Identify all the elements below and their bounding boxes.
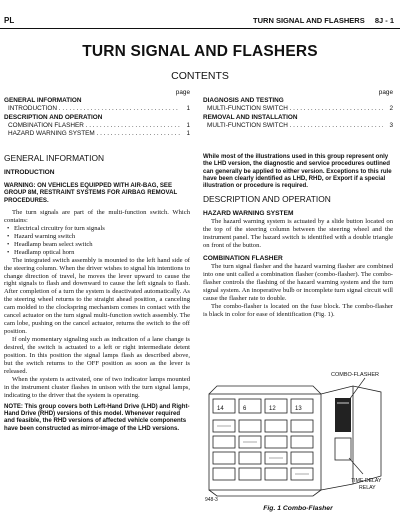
toc-page-label: page [378,89,393,96]
bullet-item: • Headlamp optical horn [4,249,190,257]
running-header [0,16,400,28]
paragraph: The hazard warning system is actuated by a slide button located on the top of the steering column between the steering wheel and the instrument panel. The hazard switch is identified with a double triangle on front of the button. [203,218,393,250]
sub-heading: COMBINATION FLASHER [203,255,283,263]
paragraph: The turn signal flasher and the hazard warning flasher are combined into one unit called a combination flasher (combo-flasher). The combo- flasher controls the flashing of the hazard warning system and the turn signal system. An inoperative bulb or incomplete turn signal circuit will cause the flasher rate to double. [203,263,393,303]
paragraph: The integrated switch assembly is mounted to the left hand side of the steering column. When the driver wishes to signal his intentions to change direction of travel, he moves the lever upward to cause the right signals to flash and downward to cause the left signals to flash. After completion of a turn the system is deactivated automatically. As the steering wheel returns to the straight ahead position, a canceling cam molded to the clockspring mechanism comes in contact with the cancel actuator on the turn signal multi-function switch assembly. The cam lobe, pushing on the cancel actuator, returns the switch to the off position. [4,256,190,336]
fuse-label: 14 [217,406,224,412]
fuse-label: 12 [269,406,276,412]
fuse-block-illustration [203,368,393,504]
page-title: TURN SIGNAL AND FLASHERS [82,43,318,60]
sub-heading: INTRODUCTION [4,169,55,176]
toc-heading: DESCRIPTION AND OPERATION [4,113,103,121]
figure-id: 948-3 [205,497,218,503]
intro-text: While most of the illustrations used in this group represent only the LHD version, the diagnostic and service procedures outlined can generally be applied to either version. Exceptions to this rule have been clearly identified as LHD, RHD, or Export if a special illustration or procedure is required. [203,153,392,190]
toc-heading: REMOVAL AND INSTALLATION [203,113,298,121]
bullet-item: • Electrical circuitry for turn signals [4,225,190,233]
fuse-label: 13 [295,406,302,412]
toc-heading: DIAGNOSIS AND TESTING [203,97,284,105]
time-delay-relay-callout: TIME DELAY [351,478,382,484]
paragraph: The combo-flasher is located on the fuse block. The combo-flasher is black in color for ease of identification (Fig. 1). [203,303,393,319]
header-page: 8J - 1 [374,16,394,25]
right-column [203,153,393,319]
header-rule [0,28,400,29]
toc-entry: COMBINATION FLASHER . . . 1 [4,122,190,130]
toc-page-label: page [175,89,190,96]
combo-flasher-figure [203,368,393,504]
figure-caption: Fig. 1 Combo-Flasher [263,505,333,512]
toc-entry: INTRODUCTION . . . 1 [4,105,190,113]
toc-left [4,89,190,138]
paragraph: If only momentary signaling such as indication of a lane change is desired, the switch is actuated to a left or right intermediate detent position. In this position the signal lamps flash as described above, but the switch returns to the OFF position as soon as the lever is released. [4,336,190,375]
toc-heading: GENERAL INFORMATION [4,97,82,105]
header-title: TURN SIGNAL AND FLASHERS [253,16,365,25]
bullet-item: • Hazard warning switch [4,233,190,241]
fuse-label: 6 [243,406,247,412]
time-delay-relay-callout: RELAY [359,485,376,491]
contents-heading: CONTENTS [171,70,229,82]
header-left: PL [4,16,15,25]
combo-flasher-callout: COMBO-FLASHER [331,372,379,378]
toc-right [203,89,393,130]
toc-entry: MULTI-FUNCTION SWITCH . . . 3 [203,122,393,130]
left-column [4,153,190,432]
warning-text: WARNING: ON VEHICLES EQUIPPED WITH AIR-BAG, SEE GROUP 8M, RESTRAINT SYSTEMS FOR AIRBAG REMOVAL PROCEDURES. [4,182,178,204]
toc-entry: HAZARD WARNING SYSTEM . . . 1 [4,130,190,138]
section-heading: DESCRIPTION AND OPERATION [203,194,331,205]
paragraph: When the system is activated, one of two indicator lamps mounted in the instrument cluster flashes in unison with the turn signal lamps, indicating to the driver that the system is operating. [4,375,190,399]
bullet-item: • Headlamp beam select switch [4,241,190,249]
note-text: NOTE: This group covers both Left-Hand Drive (LHD) and Right-Hand Drive (RHD) versions of this model. Whenever required and feasible, the RHD versions of affected vehicle components have been constructed as mirror-image of the LHD versions. [4,402,190,432]
sub-heading: HAZARD WARNING SYSTEM [203,210,294,218]
header-right [245,16,394,25]
toc-entry: MULTI-FUNCTION SWITCH . . . 2 [203,105,393,113]
paragraph: The turn signals are part of the multi-function switch. Which contains: [4,208,190,224]
section-heading: GENERAL INFORMATION [4,153,105,163]
